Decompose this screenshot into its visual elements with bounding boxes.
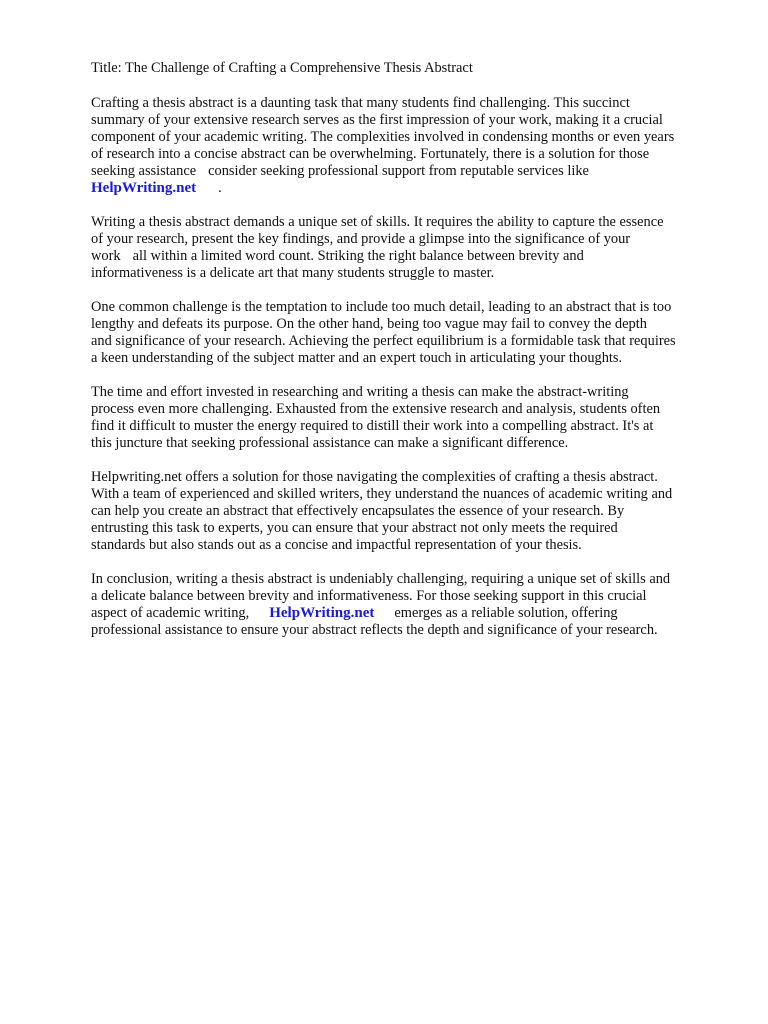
text-line: process even more challenging. Exhausted from the extensive research and analysis, students often bbox=[91, 401, 661, 417]
text-line bbox=[91, 163, 727, 180]
text-line: One common challenge is the temptation to include too much detail, leading to an abstract that is too bbox=[91, 299, 672, 315]
text-fragment: aspect of academic writing, bbox=[91, 605, 250, 621]
paragraph-effort bbox=[91, 384, 727, 452]
text-line: lengthy and defeats its purpose. On the other hand, being too vague may fail to convey the depth bbox=[91, 316, 647, 332]
text-line: The time and effort invested in researching and writing a thesis can make the abstract-writing bbox=[91, 384, 629, 400]
text-line: Helpwriting.net offers a solution for those navigating the complexities of crafting a thesis abstract. bbox=[91, 469, 658, 485]
text-line: informativeness is a delicate art that many students struggle to master. bbox=[91, 265, 495, 281]
text-line: of research into a concise abstract can be overwhelming. Fortunately, there is a solution for those bbox=[91, 146, 650, 162]
text-fragment: all within a limited word count. Striking the right balance between brevity and bbox=[132, 248, 584, 264]
text-line: component of your academic writing. The complexities involved in condensing months or even years bbox=[91, 129, 675, 145]
text-line: this juncture that seeking professional assistance can make a significant difference. bbox=[91, 435, 569, 451]
helpwriting-link[interactable]: HelpWriting.net bbox=[269, 605, 375, 621]
paragraph-conclusion bbox=[91, 571, 727, 639]
text-line: standards but also stands out as a concise and impactful representation of your thesis. bbox=[91, 537, 582, 553]
text-line: a keen understanding of the subject matter and an expert touch in articulating your thoughts. bbox=[91, 350, 623, 366]
text-fragment: work bbox=[91, 248, 121, 264]
text-fragment: emerges as a reliable solution, offering bbox=[394, 605, 618, 621]
paragraph-skills bbox=[91, 214, 727, 282]
text-fragment: seeking assistance bbox=[91, 163, 197, 179]
text-line: Crafting a thesis abstract is a daunting task that many students find challenging. This succinct bbox=[91, 95, 630, 111]
helpwriting-link[interactable]: HelpWriting.net bbox=[91, 180, 197, 196]
text-fragment: . bbox=[218, 180, 222, 196]
text-line bbox=[91, 248, 727, 265]
text-line: professional assistance to ensure your abstract reflects the depth and significance of your research. bbox=[91, 622, 658, 638]
text-line bbox=[91, 180, 727, 197]
text-line: find it difficult to muster the energy required to distill their work into a compelling abstract. It's at bbox=[91, 418, 654, 434]
text-line: Writing a thesis abstract demands a unique set of skills. It requires the ability to capture the essence bbox=[91, 214, 664, 230]
paragraph-solution bbox=[91, 469, 727, 554]
paragraph-intro bbox=[91, 95, 727, 197]
paragraph-challenge bbox=[91, 299, 727, 367]
text-line: can help you create an abstract that effectively encapsulates the essence of your research. By bbox=[91, 503, 625, 519]
page-title: Title: The Challenge of Crafting a Comprehensive Thesis Abstract bbox=[91, 60, 473, 76]
text-line: summary of your extensive research serves as the first impression of your work, making it a crucial bbox=[91, 112, 663, 128]
text-line: entrusting this task to experts, you can ensure that your abstract not only meets the required bbox=[91, 520, 618, 536]
text-line: of your research, present the key findings, and provide a glimpse into the significance of your bbox=[91, 231, 631, 247]
text-fragment: consider seeking professional support from reputable services like bbox=[208, 163, 589, 179]
text-line: With a team of experienced and skilled writers, they understand the nuances of academic writing and bbox=[91, 486, 673, 502]
text-line bbox=[91, 605, 727, 622]
text-line: and significance of your research. Achieving the perfect equilibrium is a formidable task that requires bbox=[91, 333, 676, 349]
text-line: In conclusion, writing a thesis abstract is undeniably challenging, requiring a unique set of skills and bbox=[91, 571, 671, 587]
document-page bbox=[91, 60, 727, 656]
text-line: a delicate balance between brevity and informativeness. For those seeking support in this crucial bbox=[91, 588, 647, 604]
